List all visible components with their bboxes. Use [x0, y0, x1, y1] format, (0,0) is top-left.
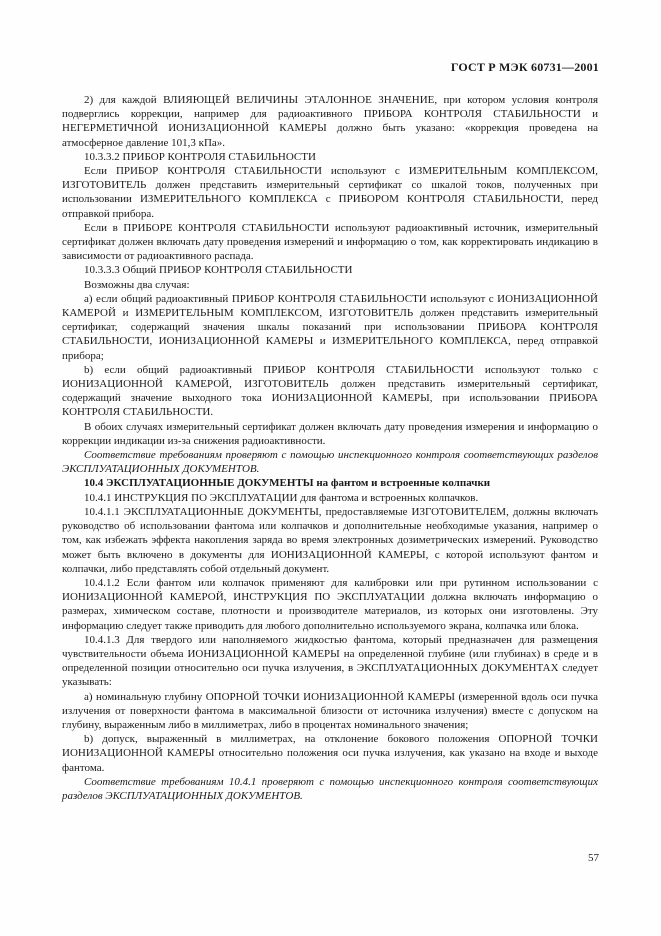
- paragraph: 10.4.1 ИНСТРУКЦИЯ ПО ЭКСПЛУАТАЦИИ для фантома и встроенных колпачков.: [84, 491, 479, 504]
- paragraph: а) если общий радиоактивный ПРИБОР КОНТРОЛЯ СТАБИЛЬНОСТИ используют с ИОНИЗАЦИОННОЙ КАМЕРОЙ и ИЗМЕРИТЕЛЬНЫМ КОМПЛЕКСОМ, ИЗГОТОВИТЕЛЬ должен представить измерительный сертификат, содержащий значения шкалы показаний при использовании ПРИБОРА КОНТРОЛЯ СТАБИЛЬНОСТИ, ИОНИЗАЦИОННОЙ КАМЕРЫ и ИЗМЕРИТЕЛЬНОГО КОМПЛЕКСА, перед отправкой прибора;: [62, 292, 598, 362]
- document-header: ГОСТ Р МЭК 60731—2001: [450, 60, 599, 74]
- paragraph: Возможны два случая:: [84, 278, 190, 291]
- paragraph: Если ПРИБОР КОНТРОЛЯ СТАБИЛЬНОСТИ используют с ИЗМЕРИТЕЛЬНЫМ КОМПЛЕКСОМ, ИЗГОТОВИТЕЛЬ должен представить измерительный сертификат со шкалой токов, полученных при использовании ИЗМЕРИТЕЛЬНОГО КОМПЛЕКСА с ПРИБОРОМ КОНТРОЛЯ СТАБИЛЬНОСТИ, перед отправкой прибора.: [62, 165, 598, 220]
- paragraph: 10.3.3.3 Общий ПРИБОР КОНТРОЛЯ СТАБИЛЬНОСТИ: [84, 264, 353, 277]
- paragraph: Соответствие требованиям проверяют с помощью инспекционного контроля соответствующих разделов ЭКСПЛУАТАЦИОННЫХ ДОКУМЕНТОВ.: [62, 449, 598, 476]
- paragraph: 10.3.3.2 ПРИБОР КОНТРОЛЯ СТАБИЛЬНОСТИ: [84, 150, 316, 163]
- paragraph: Если в ПРИБОРЕ КОНТРОЛЯ СТАБИЛЬНОСТИ используют радиоактивный источник, измерительный сертификат должен включать дату проведения измерений и информацию о том, как корректировать индикацию в зависимости от радиоактивного распада.: [62, 221, 598, 263]
- paragraph: 10.4.1.1 ЭКСПЛУАТАЦИОННЫЕ ДОКУМЕНТЫ, предоставляемые ИЗГОТОВИТЕЛЕМ, должны включать руководство об использовании фантома или колпачков и дополнительные необходимые указания, например о том, как избежать эффекта накопления заряда во время электронных дозиметрических измерений. Руководство может быть включено в документы для ИОНИЗАЦИОННОЙ КАМЕРЫ, с которой используют фантом и колпачки, либо представлять собой отдельный документ.: [62, 505, 598, 575]
- paragraph: b) если общий радиоактивный ПРИБОР КОНТРОЛЯ СТАБИЛЬНОСТИ используют только с ИОНИЗАЦИОННОЙ КАМЕРОЙ, ИЗГОТОВИТЕЛЬ должен представить измерительный сертификат, содержащий значение выходного тока ИОНИЗАЦИОННОЙ КАМЕРЫ, при использовании ПРИБОРА КОНТРОЛЯ СТАБИЛЬНОСТИ.: [62, 363, 598, 419]
- paragraph: 10.4.1.2 Если фантом или колпачок применяют для калибровки или при рутинном использовании с ИОНИЗАЦИОННОЙ КАМЕРОЙ, ИНСТРУКЦИЯ ПО ЭКСПЛУАТАЦИИ должна включать информацию о размерах, химическом составе, плотности и производителе материалов, из которых они изготовлены. Эту информацию следует также приводить для любого дополнительно используемого экрана, колпачка или блока.: [62, 576, 598, 632]
- paragraph: 2) для каждой ВЛИЯЮЩЕЙ ВЕЛИЧИНЫ ЭТАЛОННОЕ ЗНАЧЕНИЕ, при котором условия контроля подверглись коррекции, например для радиоактивного ПРИБОРА КОНТРОЛЯ СТАБИЛЬНОСТИ и НЕГЕРМЕТИЧНОЙ ИОНИЗАЦИОННОЙ КАМЕРЫ должно быть указано: «коррекция проведена на атмосферное давление 101,3 кПа».: [62, 94, 598, 149]
- paragraph: 10.4 ЭКСПЛУАТАЦИОННЫЕ ДОКУМЕНТЫ на фантом и встроенные колпачки: [84, 477, 491, 490]
- paragraph: b) допуск, выраженный в миллиметрах, на отклонение бокового положения ОПОРНОЙ ТОЧКИ ИОНИЗАЦИОННОЙ КАМЕРЫ относительно положения оси пучка излучения, как указано на входе и выходе фантома.: [62, 733, 598, 774]
- document-body: [62, 93, 598, 803]
- paragraph: а) номинальную глубину ОПОРНОЙ ТОЧКИ ИОНИЗАЦИОННОЙ КАМЕРЫ (измеренной вдоль оси пучка излучения от поверхности фантома в максимальной близости от источника излучения) вместе с допуском на глубину, выраженным либо в миллиметрах, либо в процентах номинального значения;: [62, 690, 598, 731]
- page-number: 57: [588, 852, 599, 864]
- paragraph: 10.4.1.3 Для твердого или наполняемого жидкостью фантома, который предназначен для размещения чувствительности объема ИОНИЗАЦИОННОЙ КАМЕРЫ на определенной глубине (или глубинах) в среде и в определенной позиции относительно оси пучка излучения, в ЭКСПЛУАТАЦИОННЫХ ДОКУМЕНТАХ следует указывать:: [62, 633, 598, 689]
- paragraph: Соответствие требованиям 10.4.1 проверяют с помощью инспекционного контроля соответствующих разделов ЭКСПЛУАТАЦИОННЫХ ДОКУМЕНТОВ.: [62, 775, 598, 802]
- paragraph: В обоих случаях измерительный сертификат должен включать дату проведения измерения и информацию о коррекции индикации из-за снижения радиоактивности.: [62, 420, 598, 447]
